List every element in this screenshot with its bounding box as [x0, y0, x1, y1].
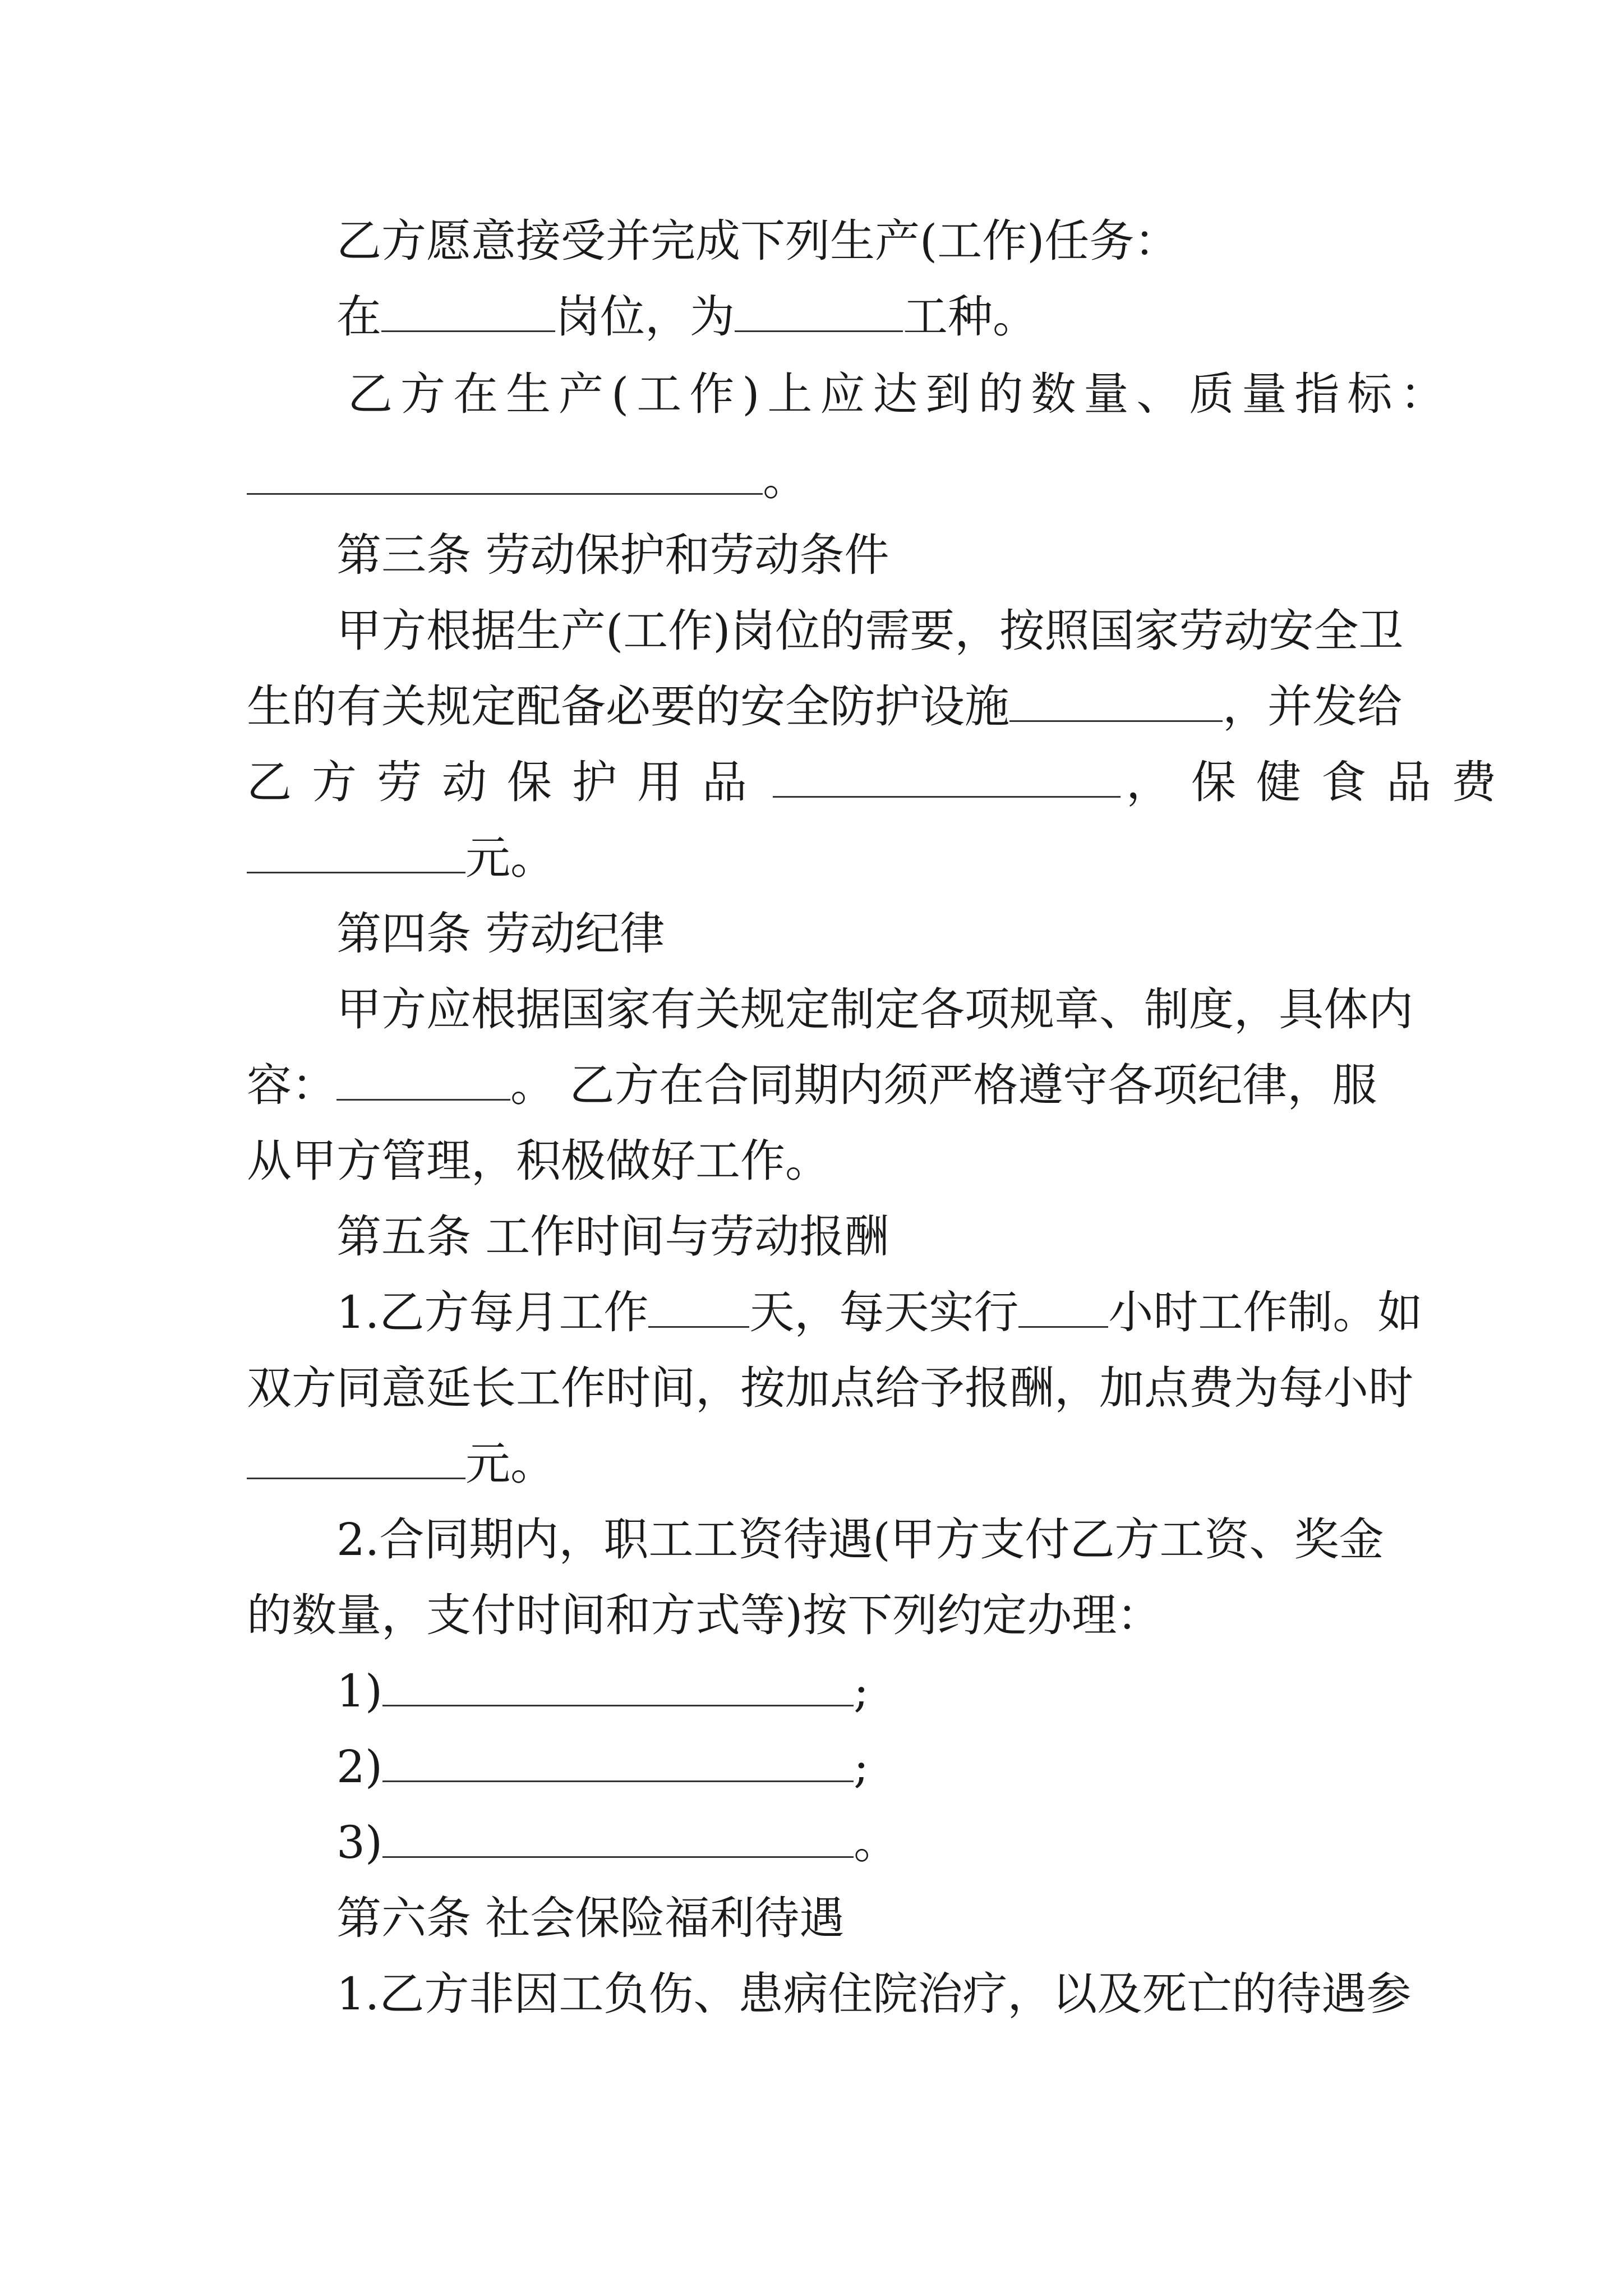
list-item [336, 1731, 1478, 1803]
paragraph [348, 358, 1453, 431]
list-marker: 1) [336, 1665, 383, 1717]
text: 在 [336, 291, 381, 343]
text: 岗位，为 [555, 291, 735, 343]
fill-in-blank[interactable] [648, 1278, 749, 1328]
fill-in-blank[interactable] [1018, 1278, 1108, 1328]
paragraph-blank-line [247, 670, 1402, 743]
text: 容： [247, 1059, 336, 1111]
text: ; [854, 1665, 869, 1717]
paragraph-blank-line [247, 1428, 1388, 1501]
fill-in-blank[interactable] [382, 1657, 854, 1706]
text: 。 [854, 1816, 899, 1869]
fill-in-blank[interactable] [382, 1732, 854, 1782]
list-item [336, 1806, 1478, 1879]
text: 甲方应根据国家有关规定制定各项规章、制度，具体内 [336, 983, 1413, 1036]
fill-in-blank[interactable] [382, 1808, 854, 1858]
paragraph [336, 205, 1478, 278]
text: 元。 [465, 832, 555, 884]
text: 乙方在生产(工作)上应达到的数量、质量指标： [348, 368, 1453, 420]
text: 乙方劳动保护用品 [247, 756, 767, 808]
text: 的数量，支付时间和方式等)按下列约定办理： [247, 1589, 1162, 1641]
paragraph-blank-line [247, 822, 1388, 895]
text: 元。 [465, 1438, 555, 1490]
text: ，保健食品费 [1126, 756, 1516, 808]
paragraph [247, 1579, 1388, 1652]
fill-in-blank[interactable] [247, 445, 763, 495]
fill-in-blank[interactable] [773, 748, 1121, 798]
text: 天，每天实行 [749, 1286, 1019, 1338]
fill-in-blank[interactable] [381, 282, 555, 332]
paragraph-blank-line [336, 1276, 1478, 1349]
text: 双方同意延长工作时间，按加点给予报酬，加点费为每小时 [247, 1362, 1413, 1414]
text: 小时工作制。如 [1108, 1286, 1423, 1338]
section-heading [336, 1882, 1478, 1955]
list-marker: 3) [336, 1816, 383, 1869]
heading-text: 第四条 劳动纪律 [336, 908, 665, 960]
list-marker: 2) [336, 1741, 383, 1793]
paragraph-blank-line [247, 443, 1388, 516]
text: 。 乙方在合同期内须严格遵守各项纪律，服 [510, 1059, 1377, 1111]
paragraph-blank-line [336, 280, 1478, 353]
text: ; [854, 1741, 869, 1793]
text: 。 [763, 453, 808, 505]
text: 工种。 [903, 291, 1038, 343]
fill-in-blank[interactable] [336, 1051, 510, 1101]
text: 从甲方管理，积极做好工作。 [247, 1135, 830, 1187]
paragraph [247, 1352, 1413, 1425]
paragraph [336, 595, 1478, 668]
list-item [336, 1655, 1478, 1728]
fill-in-blank[interactable] [247, 823, 465, 873]
paragraph [336, 973, 1478, 1046]
paragraph [336, 1958, 1478, 2031]
fill-in-blank[interactable] [247, 1429, 465, 1479]
text: 生的有关规定配备必要的安全防护设施 [247, 680, 1009, 733]
text: 1.乙方非因工负伤、患病住院治疗，以及死亡的待遇参 [336, 1968, 1412, 2020]
section-heading [336, 898, 1478, 970]
paragraph-blank-line [247, 1049, 1388, 1122]
text: 1.乙方每月工作 [336, 1286, 649, 1338]
heading-text: 第六条 社会保险福利待遇 [336, 1892, 845, 1944]
text: 2.合同期内，职工工资待遇(甲方支付乙方工资、奖金 [336, 1513, 1384, 1566]
section-heading [336, 1200, 1478, 1273]
heading-text: 第三条 劳动保护和劳动条件 [336, 529, 889, 581]
section-heading [336, 519, 1478, 592]
text: 乙方愿意接受并完成下列生产(工作)任务： [336, 215, 1179, 267]
text: ，并发给 [1223, 680, 1402, 733]
heading-text: 第五条 工作时间与劳动报酬 [336, 1211, 889, 1263]
paragraph [247, 1125, 1388, 1198]
fill-in-blank[interactable] [735, 282, 903, 332]
text: 甲方根据生产(工作)岗位的需要，按照国家劳动安全卫 [336, 605, 1404, 657]
paragraph-blank-line [247, 746, 1516, 819]
fill-in-blank[interactable] [1009, 672, 1223, 722]
paragraph [336, 1503, 1478, 1576]
